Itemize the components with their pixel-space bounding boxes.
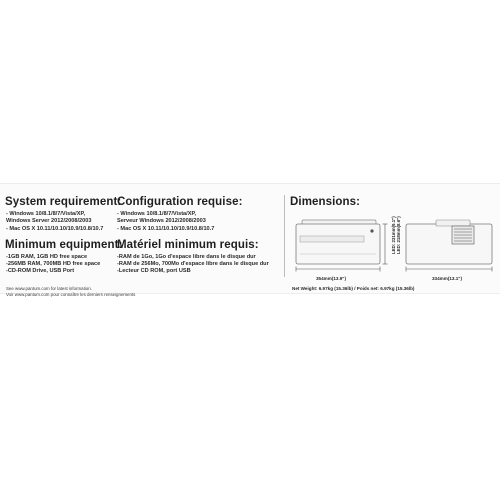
minimum-equipment-line: -256MB RAM, 700MB HD free space bbox=[6, 261, 101, 267]
system-requirement-heading: System requirement: bbox=[5, 196, 122, 208]
printer-front-view bbox=[292, 214, 392, 276]
column-divider bbox=[284, 195, 285, 277]
minimum-equipment-heading: Minimum equipment: bbox=[5, 239, 123, 251]
system-requirement-line: Windows Server 2012/2008/2003 bbox=[6, 218, 92, 224]
configuration-requise-line: Serveur Windows 2012/2008/2003 bbox=[117, 218, 206, 224]
configuration-requise-line: - Windows 10/8.1/8/7/Vista/XP, bbox=[117, 211, 197, 217]
materiel-minimum-line: -RAM de 256Mo, 700Mo d'espace libre dans le disque dur bbox=[117, 261, 269, 267]
materiel-minimum-line: -RAM de 1Go, 1Go d'espace libre dans le disque dur bbox=[117, 254, 256, 260]
height-label-b: LED: 218mm(8.6") bbox=[396, 216, 401, 254]
configuration-requise-line: - Mac OS X 10.11/10.10/10.9/10.8/10.7 bbox=[117, 226, 215, 232]
footer-note-fr: Voir www.pantum.com pour connaître les derniers renseignements bbox=[6, 292, 136, 297]
footer-note-en: See www.pantum.com for latest information. bbox=[6, 286, 92, 291]
system-requirement-line: - Windows 10/8.1/8/7/Vista/XP, bbox=[6, 211, 86, 217]
system-requirement-line: - Mac OS X 10.11/10.10/10.9/10.8/10.7 bbox=[6, 226, 104, 232]
materiel-minimum-line: -Lecteur CD ROM, port USB bbox=[117, 268, 191, 274]
materiel-minimum-heading: Matériel minimum requis: bbox=[117, 239, 259, 251]
net-weight-label: Net Weight: 6.97kg (15.36lb) / Poids net: 6.97kg (15.36lb) bbox=[292, 286, 415, 291]
front-width-label: 354mm(13.9") bbox=[316, 276, 347, 281]
minimum-equipment-line: -CD-ROM Drive, USB Port bbox=[6, 268, 75, 274]
dimensions-heading: Dimensions: bbox=[290, 196, 361, 208]
side-depth-label: 334mm(13.1") bbox=[432, 276, 463, 281]
panel-top-edge bbox=[0, 183, 500, 184]
minimum-equipment-line: -1GB RAM, 1GB HD free space bbox=[6, 254, 88, 260]
height-label-a: LED: 231mm(9.1") bbox=[391, 216, 396, 254]
configuration-requise-heading: Configuration requise: bbox=[117, 196, 243, 208]
printer-side-view bbox=[402, 214, 498, 276]
